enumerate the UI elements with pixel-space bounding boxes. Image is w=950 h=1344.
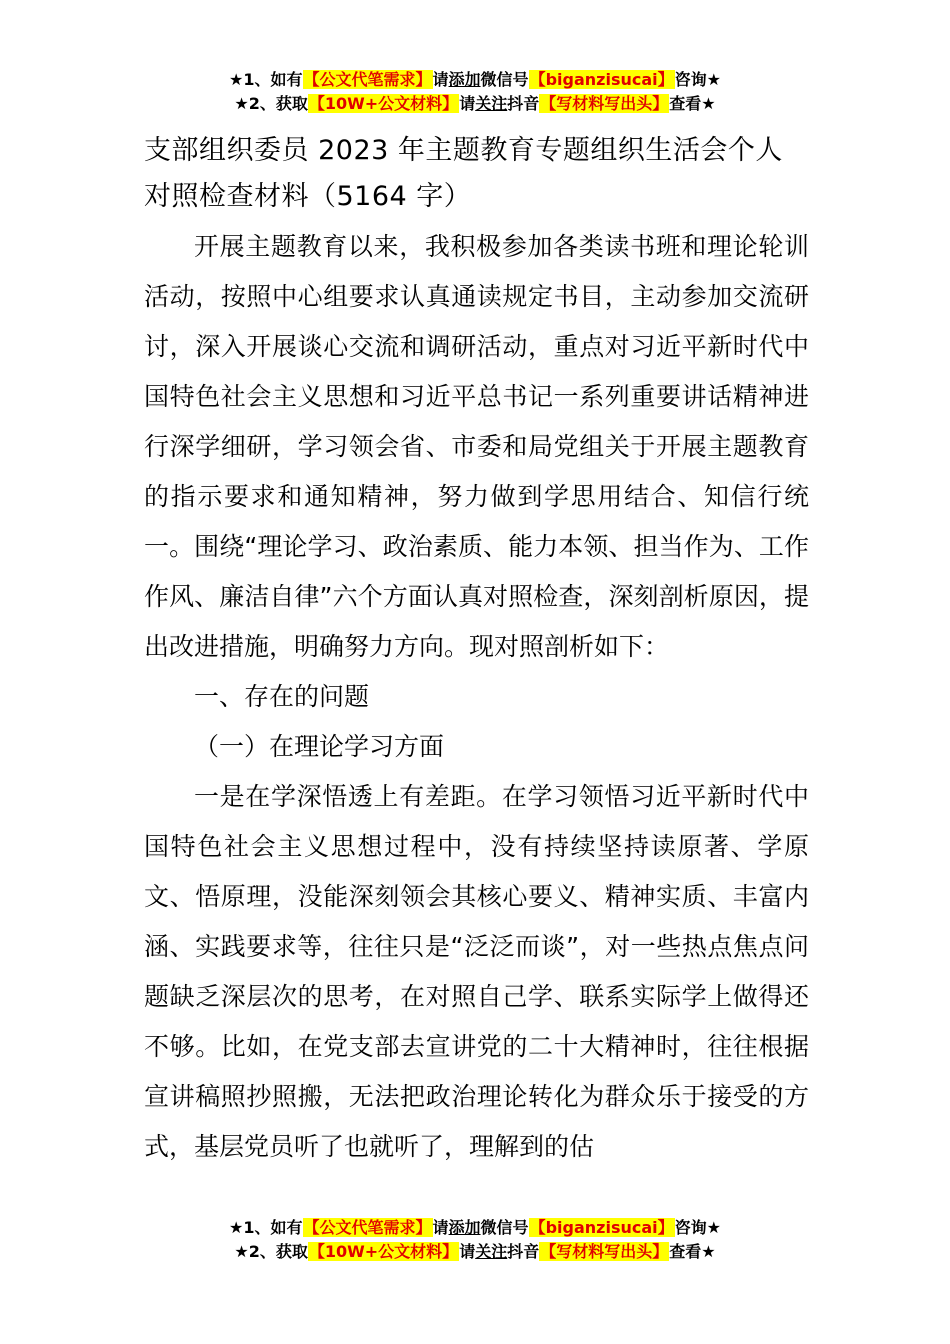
document-body (144, 222, 809, 1172)
promo-text: 请 (459, 94, 476, 113)
promo-underlined-text: 关注 (475, 1242, 508, 1261)
promo-text: 抖音 (507, 94, 540, 113)
promo-text: 请 (459, 1242, 476, 1261)
intro-paragraph: 开展主题教育以来，我积极参加各类读书班和理论轮训活动，按照中心组要求认真通读规定书目，主动参加交流研讨，深入开展谈心交流和调研活动，重点对习近平新时代中国特色社会主义思想和习近平总书记一系列重要讲话精神进行深学细研，学习领会省、市委和局党组关于开展主题教育的指示要求和通知精神，努力做到学思用结合、知信行统一。围绕“理论学习、政治素质、能力本领、担当作为、工作作风、廉洁自律”六个方面认真对照检查，深刻剖析原因，提出改进措施，明确努力方向。现对照剖析如下： (144, 232, 809, 661)
promo-text: 微信号 (480, 70, 529, 89)
promo-text: ★1、如有 (229, 1218, 303, 1237)
promo-text: ★2、获取 (234, 94, 308, 113)
promo-underlined-text: 添加 (448, 1218, 481, 1237)
document-title: 支部组织委员 2023 年主题教育专题组织生活会个人对照检查材料（5164 字） (144, 135, 783, 212)
promo-line-2 (0, 92, 950, 116)
promo-line-1 (0, 68, 950, 92)
promo-text: 查看★ (669, 94, 716, 113)
promo-highlight: 【公文代笔需求】 (303, 1218, 432, 1237)
promo-highlight: 【10W+公文材料】 (308, 94, 459, 113)
promo-highlight: 【10W+公文材料】 (308, 1242, 459, 1261)
promo-text: 咨询★ (674, 70, 721, 89)
promo-text: 咨询★ (674, 1218, 721, 1237)
promo-highlight: 【biganzisucai】 (529, 70, 674, 89)
promo-text: ★2、获取 (234, 1242, 308, 1261)
promo-text: 查看★ (669, 1242, 716, 1261)
promo-line-1 (0, 1216, 950, 1240)
promo-text: ★1、如有 (229, 70, 303, 89)
promo-banner-top (0, 68, 950, 116)
promo-text: 请 (432, 1218, 449, 1237)
promo-text: 请 (432, 70, 449, 89)
promo-text: 微信号 (480, 1218, 529, 1237)
subsection-heading: （一）在理论学习方面 (194, 732, 445, 761)
promo-underlined-text: 关注 (475, 94, 508, 113)
promo-highlight: 【biganzisucai】 (529, 1218, 674, 1237)
promo-line-2 (0, 1240, 950, 1264)
promo-banner-bottom (0, 1216, 950, 1264)
section-heading: 一、存在的问题 (194, 682, 370, 711)
promo-text: 抖音 (507, 1242, 540, 1261)
promo-highlight: 【公文代笔需求】 (303, 70, 432, 89)
promo-underlined-text: 添加 (448, 70, 481, 89)
body-paragraph: 一是在学深悟透上有差距。在学习领悟习近平新时代中国特色社会主义思想过程中，没有持续坚持读原著、学原文、悟原理，没能深刻领会其核心要义、精神实质、丰富内涵、实践要求等，往往只是“泛泛而谈”，对一些热点焦点问题缺乏深层次的思考，在对照自己学、联系实际学上做得还不够。比如，在党支部去宣讲党的二十大精神时，往往根据宣讲稿照抄照搬，无法把政治理论转化为群众乐于接受的方式，基层党员听了也就听了，理解到的估 (144, 782, 809, 1161)
promo-highlight: 【写材料写出头】 (540, 1242, 669, 1261)
promo-highlight: 【写材料写出头】 (540, 94, 669, 113)
